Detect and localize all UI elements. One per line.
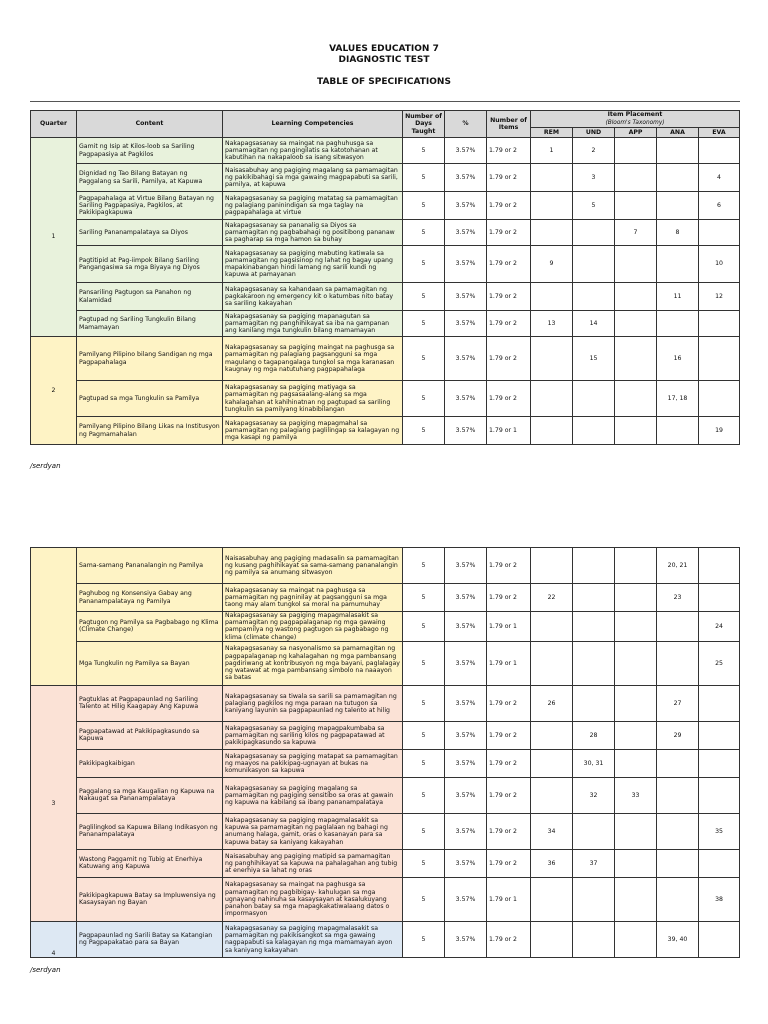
items-cell: 1.79 or 1	[487, 612, 531, 642]
content-cell: Pakikipagkapuwa Batay sa Impluwensiya ng Kasaysayan ng Bayan	[77, 877, 223, 921]
col-competencies: Learning Competencies	[223, 111, 403, 138]
content-cell: Pagtupad sa mga Tungkulin sa Pamilya	[77, 381, 223, 417]
ana-cell: 29	[657, 721, 699, 749]
days-cell: 5	[403, 749, 445, 777]
ana-cell	[657, 138, 699, 164]
rem-cell: 13	[531, 311, 573, 337]
ana-cell	[657, 813, 699, 849]
und-cell	[573, 921, 615, 957]
competency-cell: Nakapagsasanay sa nasyonalismo sa pamamagitan ng pagpapalaganap ng kahalagahan ng mga pambansang pagdiriwang at kontribusyon ng mga bayani, paglalagay ng watawat at mga pambansang simbolo na naaayon sa batas	[223, 641, 403, 685]
ana-cell	[657, 311, 699, 337]
content-cell: Paghubog ng Konsensiya Gabay ang Pananampalataya ng Pamilya	[77, 584, 223, 612]
eva-cell	[699, 721, 740, 749]
competency-cell: Nakapagsasanay sa pagiging mapagpakumbaba sa pamamagitan ng sariling kilos ng pagpapatawad at pakikipagkasundo sa kapuwa	[223, 721, 403, 749]
table-row	[31, 584, 740, 612]
rem-cell	[531, 777, 573, 813]
content-cell: Pagtugon ng Pamilya sa Pagbabago ng Klima (Climate Change)	[77, 612, 223, 642]
percent-cell: 3.57%	[445, 921, 487, 957]
und-cell	[573, 641, 615, 685]
days-cell: 5	[403, 311, 445, 337]
percent-cell: 3.57%	[445, 721, 487, 749]
table-row	[31, 381, 740, 417]
items-cell: 1.79 or 2	[487, 381, 531, 417]
eva-cell	[699, 548, 740, 584]
app-cell	[615, 381, 657, 417]
eva-cell	[699, 584, 740, 612]
percent-cell: 3.57%	[445, 192, 487, 220]
ana-cell	[657, 192, 699, 220]
eva-cell: 24	[699, 612, 740, 642]
ana-cell	[657, 749, 699, 777]
items-cell: 1.79 or 2	[487, 685, 531, 721]
days-cell: 5	[403, 721, 445, 749]
col-percent: %	[445, 111, 487, 138]
content-cell: Pakikipagkaibigan	[77, 749, 223, 777]
table-row	[31, 641, 740, 685]
app-cell	[615, 612, 657, 642]
competency-cell: Nakapagsasanay sa tiwala sa sarili sa pamamagitan ng palagiang pagkilos ng mga paraan na tutugon sa kaniyang layunin sa pagpapaunlad ng talento at hilig	[223, 685, 403, 721]
competency-cell: Nakapagsasanay sa pagiging mapagmalasakit sa kapuwa sa pamamagitan ng paglalaan ng bahagi ng anumang halaga, gamit, oras o kasanayan para sa kapuwa batay sa kaniyang kakayahan	[223, 813, 403, 849]
ana-cell	[657, 777, 699, 813]
days-cell: 5	[403, 417, 445, 445]
und-cell: 3	[573, 164, 615, 192]
items-cell: 1.79 or 2	[487, 749, 531, 777]
competency-cell: Nakapagsasanay sa pagiging matatag sa pamamagitan ng palagiang paninindigan sa mga taglay na pagpapahalaga at virtue	[223, 192, 403, 220]
quarter-cell: 1	[31, 138, 77, 337]
footer-note: /serdyan	[30, 462, 61, 470]
eva-cell	[699, 849, 740, 877]
rem-cell	[531, 381, 573, 417]
percent-cell: 3.57%	[445, 164, 487, 192]
items-cell: 1.79 or 2	[487, 164, 531, 192]
eva-cell	[699, 749, 740, 777]
percent-cell: 3.57%	[445, 548, 487, 584]
table-row	[31, 164, 740, 192]
items-cell: 1.79 or 2	[487, 220, 531, 246]
items-cell: 1.79 or 2	[487, 921, 531, 957]
days-cell: 5	[403, 813, 445, 849]
rem-cell	[531, 283, 573, 311]
ana-cell: 17, 18	[657, 381, 699, 417]
taxonomy-label: (Bloom's Taxonomy)	[605, 119, 665, 126]
days-cell: 5	[403, 921, 445, 957]
percent-cell: 3.57%	[445, 381, 487, 417]
app-cell	[615, 721, 657, 749]
days-cell: 5	[403, 283, 445, 311]
und-cell: 37	[573, 849, 615, 877]
table-row	[31, 283, 740, 311]
rem-cell: 22	[531, 584, 573, 612]
percent-cell: 3.57%	[445, 749, 487, 777]
und-cell	[573, 877, 615, 921]
table-row	[31, 417, 740, 445]
percent-cell: 3.57%	[445, 337, 487, 381]
items-cell: 1.79 or 2	[487, 584, 531, 612]
ana-cell	[657, 877, 699, 921]
und-cell: 32	[573, 777, 615, 813]
eva-cell: 10	[699, 246, 740, 283]
days-cell: 5	[403, 164, 445, 192]
ana-cell	[657, 164, 699, 192]
days-cell: 5	[403, 548, 445, 584]
competency-cell: Nakapagsasanay sa maingat na paghusga sa pamamagitan ng pagninilay at pagsangguni sa mga taong may alam tungkol sa moral na pamumuhay	[223, 584, 403, 612]
table-row	[31, 138, 740, 164]
ana-cell	[657, 612, 699, 642]
days-cell: 5	[403, 777, 445, 813]
ana-cell	[657, 641, 699, 685]
app-cell	[615, 337, 657, 381]
und-cell: 28	[573, 721, 615, 749]
table-row	[31, 246, 740, 283]
divider	[30, 101, 740, 102]
items-cell: 1.79 or 2	[487, 337, 531, 381]
item-placement-label: Item Placement	[607, 111, 663, 119]
eva-cell: 4	[699, 164, 740, 192]
und-cell: 15	[573, 337, 615, 381]
ana-cell: 39, 40	[657, 921, 699, 957]
competency-cell: Nakapagsasanay sa maingat na paghusga sa pamamagitan ng pagbibigay- kahulugan sa mga ugnayang nahinuha sa kasaysayan at kasalukuyang panahon batay sa mga mapagkakatiwalaang datos o impormasyon	[223, 877, 403, 921]
items-cell: 1.79 or 2	[487, 777, 531, 813]
und-cell: 30, 31	[573, 749, 615, 777]
content-cell: Sama-samang Pananalangin ng Pamilya	[77, 548, 223, 584]
rem-cell: 36	[531, 849, 573, 877]
ana-cell	[657, 246, 699, 283]
days-cell: 5	[403, 220, 445, 246]
rem-cell	[531, 192, 573, 220]
rem-cell: 9	[531, 246, 573, 283]
competency-cell: Nakapagsasanay sa maingat na paghuhusga sa pamamagitan ng pangingilatis sa katotohanan at kabutihan na nakapaloob sa isang sitwasyon	[223, 138, 403, 164]
rem-cell	[531, 749, 573, 777]
items-cell: 1.79 or 2	[487, 283, 531, 311]
items-cell: 1.79 or 2	[487, 192, 531, 220]
app-cell	[615, 584, 657, 612]
app-cell	[615, 685, 657, 721]
competency-cell: Nakapagsasanay sa kahandaan sa pamamagitan ng pagkakaroon ng emergency kit o katumbas nito batay sa sariling kakayahan	[223, 283, 403, 311]
eva-cell: 12	[699, 283, 740, 311]
content-cell: Gamit ng Isip at Kilos-loob sa Sariling Pagpapasiya at Pagkilos	[77, 138, 223, 164]
und-cell	[573, 220, 615, 246]
eva-cell	[699, 921, 740, 957]
und-cell	[573, 685, 615, 721]
und-cell	[573, 548, 615, 584]
und-cell: 5	[573, 192, 615, 220]
content-cell: Pansariling Pagtugon sa Panahon ng Kalamidad	[77, 283, 223, 311]
rem-cell: 26	[531, 685, 573, 721]
eva-cell: 19	[699, 417, 740, 445]
content-cell: Pagtuklas at Pagpapaunlad ng Sariling Talento at Hilig Kaagapay Ang Kapuwa	[77, 685, 223, 721]
doc-title: VALUES EDUCATION 7	[329, 44, 439, 54]
percent-cell: 3.57%	[445, 877, 487, 921]
table-row	[31, 685, 740, 721]
table-row	[31, 721, 740, 749]
days-cell: 5	[403, 381, 445, 417]
table-row	[31, 192, 740, 220]
app-cell	[615, 921, 657, 957]
rem-cell	[531, 721, 573, 749]
col-item-placement	[531, 111, 740, 128]
app-cell	[615, 548, 657, 584]
specifications-table-1	[30, 110, 740, 445]
doc-section-title: TABLE OF SPECIFICATIONS	[317, 77, 451, 87]
app-cell: 7	[615, 220, 657, 246]
competency-cell: Nakapagsasanay sa pagiging matapat sa pamamagitan ng maayos na pakikipag-ugnayan at bukas na komunikasyon sa kapuwa	[223, 749, 403, 777]
percent-cell: 3.57%	[445, 777, 487, 813]
col-und: UND	[573, 128, 615, 138]
und-cell	[573, 584, 615, 612]
days-cell: 5	[403, 192, 445, 220]
eva-cell	[699, 685, 740, 721]
app-cell	[615, 849, 657, 877]
percent-cell: 3.57%	[445, 685, 487, 721]
eva-cell: 38	[699, 877, 740, 921]
und-cell	[573, 417, 615, 445]
percent-cell: 3.57%	[445, 584, 487, 612]
items-cell: 1.79 or 2	[487, 138, 531, 164]
quarter-cell: 2	[31, 337, 77, 445]
app-cell	[615, 283, 657, 311]
competency-cell: Nakapagsasanay sa pananalig sa Diyos sa pamamagitan ng pagbabahagi ng positibong pananaw sa pagharap sa mga hamon sa buhay	[223, 220, 403, 246]
app-cell: 33	[615, 777, 657, 813]
app-cell	[615, 417, 657, 445]
ana-cell: 27	[657, 685, 699, 721]
und-cell	[573, 813, 615, 849]
items-cell: 1.79 or 2	[487, 849, 531, 877]
table-row	[31, 849, 740, 877]
col-quarter: Quarter	[31, 111, 77, 138]
content-cell: Pagpapahalaga at Virtue Bilang Batayan ng Sariling Pagpapasiya, Pagkilos, at Pakikipagkapuwa	[77, 192, 223, 220]
content-cell: Paglilingkod sa Kapuwa Bilang Indikasyon ng Pananampalataya	[77, 813, 223, 849]
percent-cell: 3.57%	[445, 311, 487, 337]
content-cell: Pamilyang Pilipino Bilang Likas na Institusyon ng Pagmamahalan	[77, 417, 223, 445]
content-cell: Wastong Paggamit ng Tubig at Enerhiya Katuwang ang Kapuwa	[77, 849, 223, 877]
quarter-cell: 3	[31, 685, 77, 921]
days-cell: 5	[403, 138, 445, 164]
eva-cell	[699, 220, 740, 246]
days-cell: 5	[403, 612, 445, 642]
table-row	[31, 921, 740, 957]
rem-cell	[531, 417, 573, 445]
rem-cell	[531, 641, 573, 685]
rem-cell	[531, 337, 573, 381]
content-cell: Sariling Pananampalataya sa Diyos	[77, 220, 223, 246]
app-cell	[615, 749, 657, 777]
items-cell: 1.79 or 2	[487, 721, 531, 749]
col-app: APP	[615, 128, 657, 138]
percent-cell: 3.57%	[445, 612, 487, 642]
rem-cell: 34	[531, 813, 573, 849]
table-row	[31, 337, 740, 381]
rem-cell	[531, 548, 573, 584]
days-cell: 5	[403, 685, 445, 721]
rem-cell	[531, 921, 573, 957]
table-row	[31, 813, 740, 849]
items-cell: 1.79 or 1	[487, 641, 531, 685]
content-cell: Pagpapatawad at Pakikipagkasundo sa Kapuwa	[77, 721, 223, 749]
app-cell	[615, 246, 657, 283]
footer-note-2: /serdyan	[30, 966, 61, 974]
ana-cell	[657, 849, 699, 877]
items-cell: 1.79 or 1	[487, 877, 531, 921]
table-row	[31, 548, 740, 584]
table-row	[31, 777, 740, 813]
eva-cell	[699, 777, 740, 813]
days-cell: 5	[403, 337, 445, 381]
rem-cell	[531, 612, 573, 642]
eva-cell: 35	[699, 813, 740, 849]
quarter-cell: 4	[31, 921, 77, 957]
percent-cell: 3.57%	[445, 417, 487, 445]
competency-cell: Nakapagsasanay sa pagiging maingat na paghusga sa pamamagitan ng palagiang pagsangguni sa mga magulang o tagapangalaga tungkol sa mga karanasan kaugnay ng mga natutuhang pagpapahalaga	[223, 337, 403, 381]
days-cell: 5	[403, 849, 445, 877]
content-cell: Paggalang sa mga Kaugalian ng Kapuwa na Nakaugat sa Pananampalataya	[77, 777, 223, 813]
col-items: Number of Items	[487, 111, 531, 138]
ana-cell	[657, 417, 699, 445]
percent-cell: 3.57%	[445, 220, 487, 246]
percent-cell: 3.57%	[445, 813, 487, 849]
und-cell	[573, 612, 615, 642]
competency-cell: Nakapagsasanay sa pagiging mabuting katiwala sa pamamagitan ng pagsisinop ng lahat ng bagay upang mapakinabangan hindi lamang ng sarili kundi ng kapuwa at pamayanan	[223, 246, 403, 283]
eva-cell: 6	[699, 192, 740, 220]
quarter-cell	[31, 548, 77, 686]
days-cell: 5	[403, 584, 445, 612]
col-content: Content	[77, 111, 223, 138]
col-days: Number of Days Taught	[403, 111, 445, 138]
col-rem: REM	[531, 128, 573, 138]
ana-cell: 23	[657, 584, 699, 612]
competency-cell: Nakapagsasanay sa pagiging mapagmahal sa pamamagitan ng palagiang paglilingap sa kalagayan ng mga kasapi ng pamilya	[223, 417, 403, 445]
eva-cell: 25	[699, 641, 740, 685]
und-cell: 2	[573, 138, 615, 164]
percent-cell: 3.57%	[445, 283, 487, 311]
competency-cell: Nakapagsasanay sa pagiging mapagmalasakit sa pamamagitan ng pakikisangkot sa mga gawaing nagpapabuti sa kalagayan ng mga mamamayan ayon sa kaniyang kakayahan	[223, 921, 403, 957]
content-cell: Mga Tungkulin ng Pamilya sa Bayan	[77, 641, 223, 685]
days-cell: 5	[403, 877, 445, 921]
percent-cell: 3.57%	[445, 246, 487, 283]
items-cell: 1.79 or 2	[487, 548, 531, 584]
items-cell: 1.79 or 2	[487, 246, 531, 283]
percent-cell: 3.57%	[445, 641, 487, 685]
col-eva: EVA	[699, 128, 740, 138]
rem-cell	[531, 877, 573, 921]
items-cell: 1.79 or 2	[487, 311, 531, 337]
app-cell	[615, 192, 657, 220]
app-cell	[615, 311, 657, 337]
percent-cell: 3.57%	[445, 849, 487, 877]
percent-cell: 3.57%	[445, 138, 487, 164]
ana-cell: 20, 21	[657, 548, 699, 584]
app-cell	[615, 641, 657, 685]
table-row	[31, 612, 740, 642]
und-cell	[573, 283, 615, 311]
app-cell	[615, 164, 657, 192]
app-cell	[615, 877, 657, 921]
rem-cell: 1	[531, 138, 573, 164]
eva-cell	[699, 138, 740, 164]
app-cell	[615, 138, 657, 164]
eva-cell	[699, 311, 740, 337]
und-cell: 14	[573, 311, 615, 337]
content-cell: Pagtupad ng Sariling Tungkulin Bilang Mamamayan	[77, 311, 223, 337]
content-cell: Pamilyang Pilipino bilang Sandigan ng mga Pagpapahalaga	[77, 337, 223, 381]
items-cell: 1.79 or 1	[487, 417, 531, 445]
doc-subtitle: DIAGNOSTIC TEST	[338, 55, 430, 65]
competency-cell: Naisasabuhay ang pagiging matipid sa pamamagitan ng panghihikayat sa kapuwa na pahalagahan ang tubig at enerhiya sa lahat ng oras	[223, 849, 403, 877]
days-cell: 5	[403, 641, 445, 685]
ana-cell: 11	[657, 283, 699, 311]
ana-cell: 8	[657, 220, 699, 246]
items-cell: 1.79 or 2	[487, 813, 531, 849]
und-cell	[573, 246, 615, 283]
table-row	[31, 311, 740, 337]
col-ana: ANA	[657, 128, 699, 138]
competency-cell: Naisasabuhay ang pagiging madasalin sa pamamagitan ng kusang paghihikayat sa sama-samang pananalangin ng pamilya sa anumang sitwasyon	[223, 548, 403, 584]
app-cell	[615, 813, 657, 849]
content-cell: Pagpapaunlad ng Sarili Batay sa Katangian ng Pagpapakatao para sa Bayan	[77, 921, 223, 957]
competency-cell: Nakapagsasanay sa pagiging mapanagutan sa pamamagitan ng panghihikayat sa iba na gampanan ang kanilang mga tungkulin bilang mamamayan	[223, 311, 403, 337]
rem-cell	[531, 164, 573, 192]
content-cell: Pagtitipid at Pag-iimpok Bilang Sariling Pangangasiwa sa mga Biyaya ng Diyos	[77, 246, 223, 283]
eva-cell	[699, 381, 740, 417]
content-cell: Dignidad ng Tao Bilang Batayan ng Paggalang sa Sarili, Pamilya, at Kapuwa	[77, 164, 223, 192]
ana-cell: 16	[657, 337, 699, 381]
table-row	[31, 877, 740, 921]
competency-cell: Naisasabuhay ang pagiging magalang sa pamamagitan ng pakikibahagi sa mga gawaing magpapabuti sa sarili, pamilya, at kapuwa	[223, 164, 403, 192]
competency-cell: Nakapagsasanay sa pagiging magalang sa pamamagitan ng pagiging sensitibo sa oras at gawain ng kapuwa na kabilang sa ibang pananampalataya	[223, 777, 403, 813]
table-row	[31, 749, 740, 777]
rem-cell	[531, 220, 573, 246]
eva-cell	[699, 337, 740, 381]
competency-cell: Nakapagsasanay sa pagiging matiyaga sa pamamagitan ng pagsasaalang-alang sa mga kahalagahan at kahihinatnan ng pagtupad sa sariling tungkulin sa pamilyang kinabibilangan	[223, 381, 403, 417]
table-row	[31, 220, 740, 246]
specifications-table-2	[30, 547, 740, 958]
competency-cell: Nakapagsasanay sa pagiging mapagmalasakit sa pamamagitan ng pagpapalaganap ng mga gawaing pampamilya ng wastong pagtugon sa pagbabago ng klima (climate change)	[223, 612, 403, 642]
days-cell: 5	[403, 246, 445, 283]
und-cell	[573, 381, 615, 417]
